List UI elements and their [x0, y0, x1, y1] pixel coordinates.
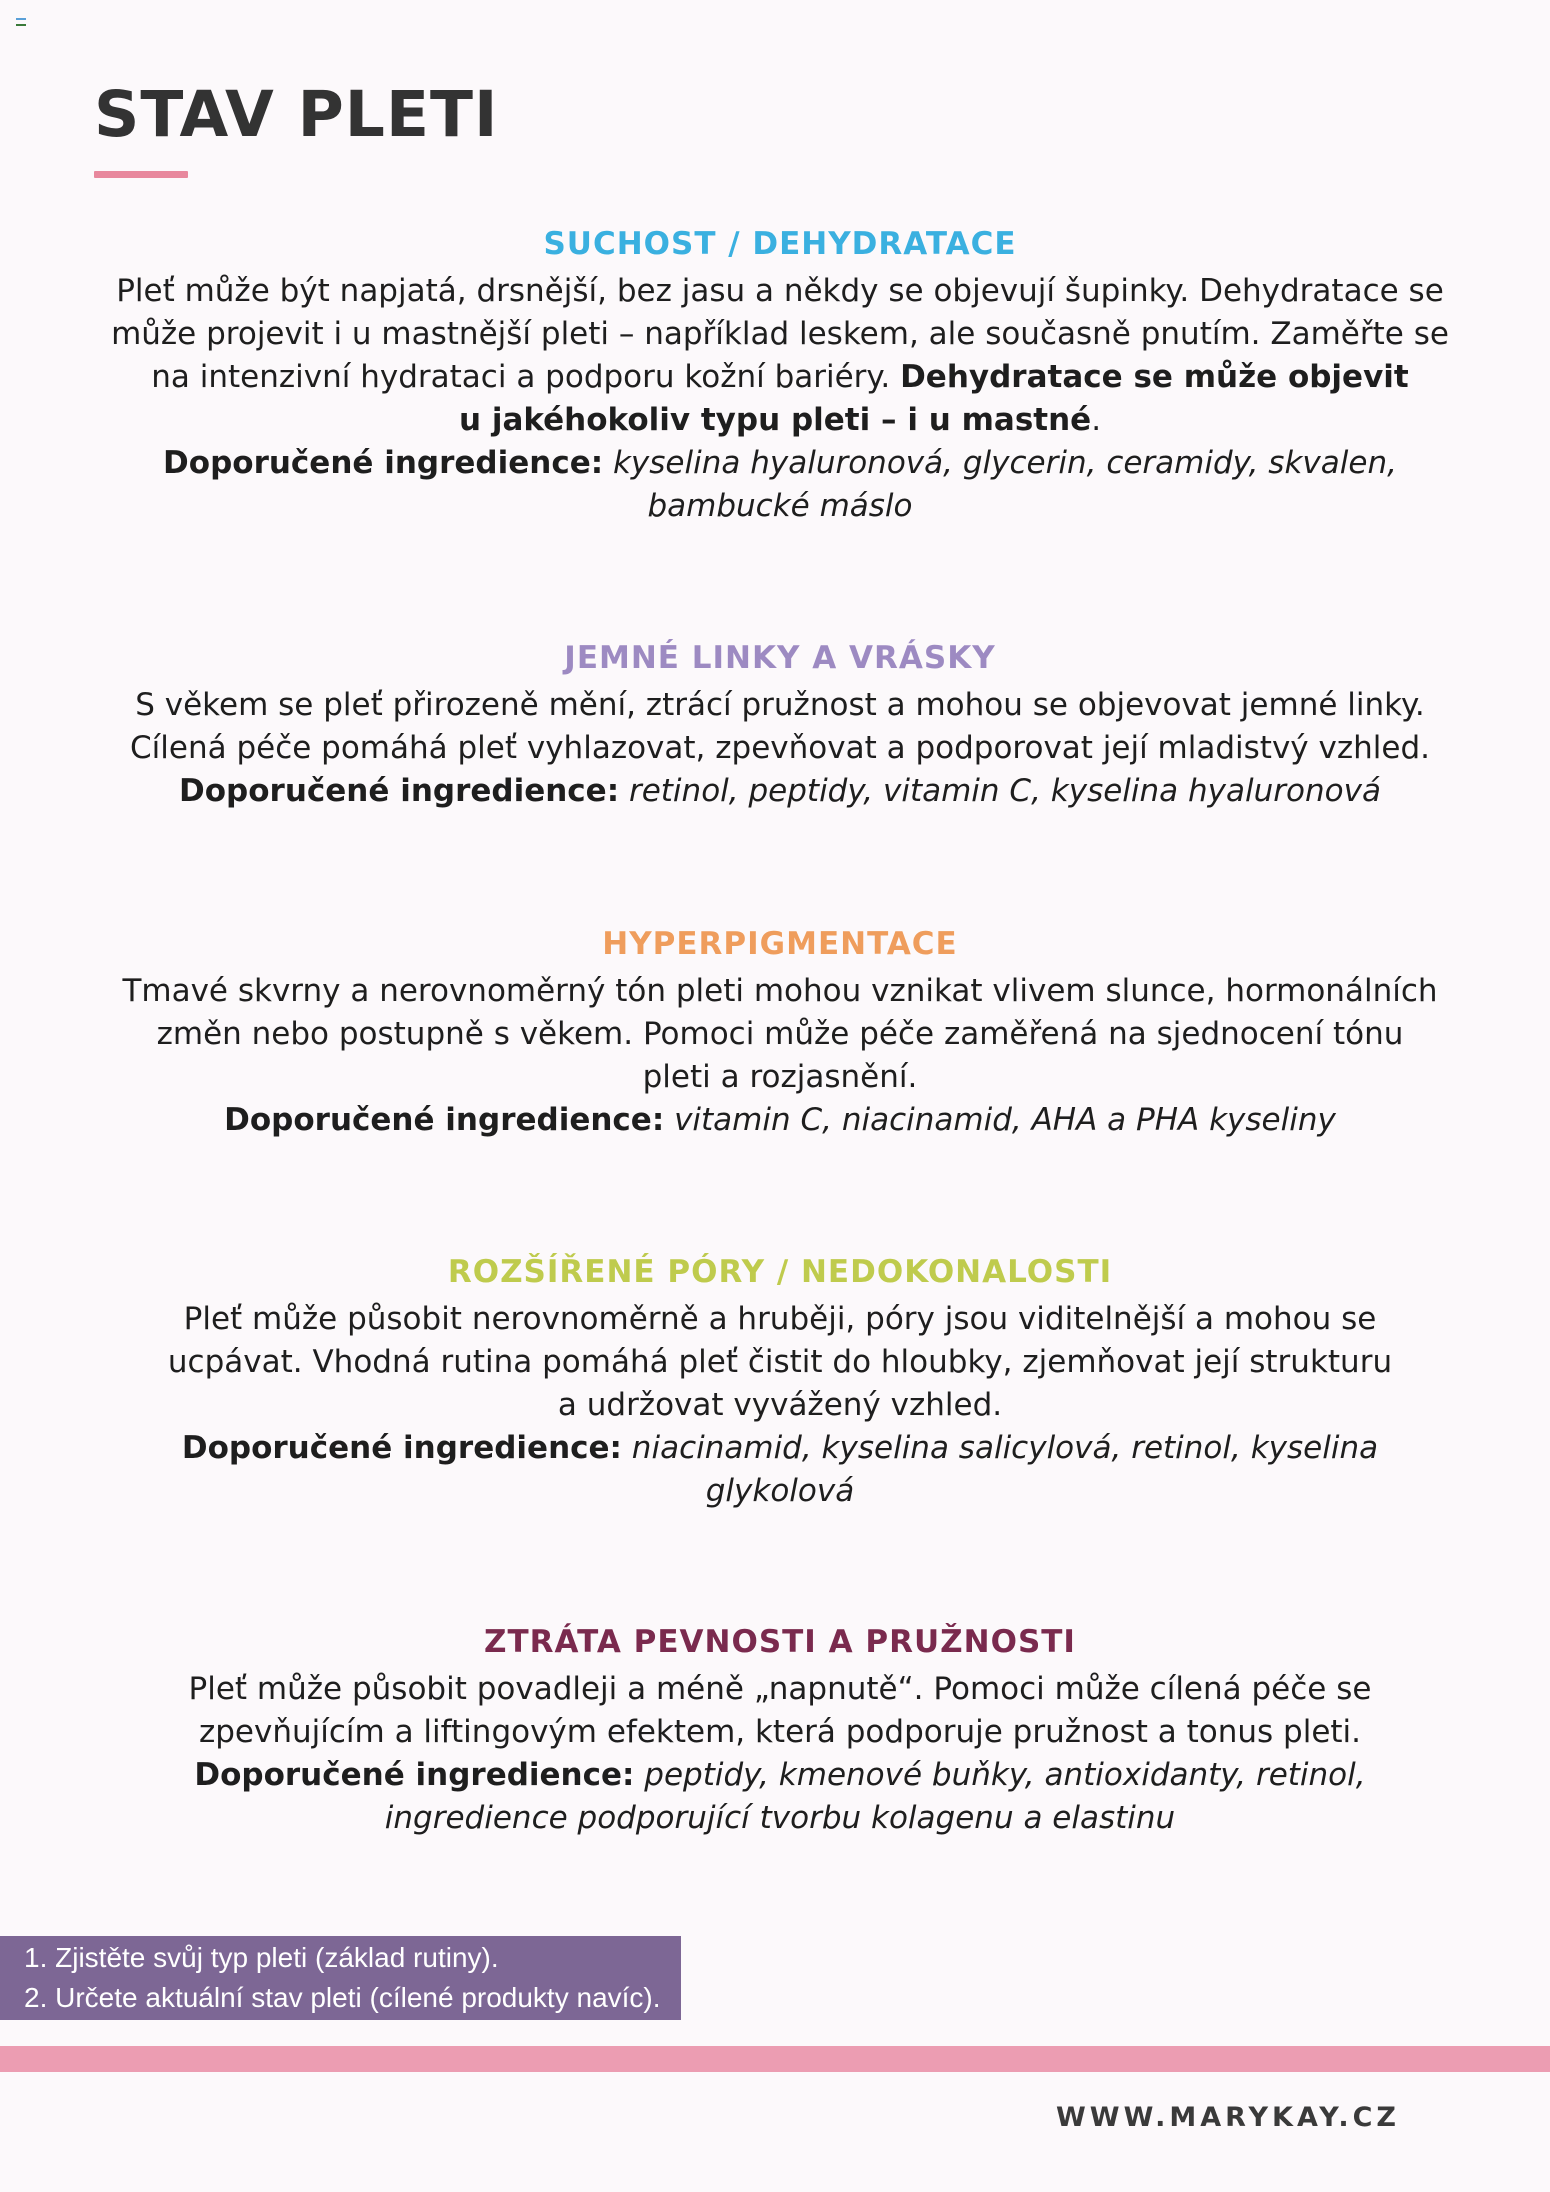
body-line	[100, 1056, 1460, 1099]
body-text: a udržovat vyvážený vzhled.	[557, 1387, 1003, 1423]
body-line	[100, 970, 1460, 1013]
ingredient-list: bambucké máslo	[647, 488, 913, 524]
ingredient-list: glykolová	[705, 1473, 855, 1509]
body-text: Tmavé skvrny a nerovnoměrný tón pleti mohou vznikat vlivem slunce, hormonálních	[122, 973, 1438, 1009]
steps-box	[0, 1936, 681, 2020]
body-text: Pleť může působit povadleji a méně „napnutě“. Pomoci může cílená péče se	[188, 1671, 1372, 1707]
body-text: Pleť může být napjatá, drsnější, bez jasu a někdy se objevují šupinky. Dehydratace se	[116, 273, 1444, 309]
body-line	[100, 1298, 1460, 1341]
section-body	[100, 270, 1460, 528]
body-line	[100, 270, 1460, 313]
body-text: pleti a rozjasnění.	[642, 1059, 918, 1095]
ingredient-list: ingredience podporující tvorbu kolagenu a elastinu	[384, 1800, 1176, 1836]
footer-bar	[0, 2046, 1550, 2072]
section-pores	[100, 1250, 1460, 1513]
ingredient-list: peptidy, kmenové buňky, antioxidanty, retinol,	[634, 1757, 1366, 1793]
section-firmness	[100, 1620, 1460, 1840]
body-text: .	[1091, 402, 1102, 438]
ingredient-list: kyselina hyaluronová, glycerin, ceramidy, skvalen,	[603, 445, 1397, 481]
body-text: zpevňujícím a liftingovým efektem, která podporuje pružnost a tonus pleti.	[198, 1714, 1362, 1750]
body-line	[100, 1711, 1460, 1754]
body-line	[100, 1797, 1460, 1840]
body-line	[100, 1470, 1460, 1513]
section-heading: SUCHOST / DEHYDRATACE	[543, 226, 1017, 262]
body-line	[100, 684, 1460, 727]
menu-icon	[16, 18, 26, 26]
body-text: Pleť může působit nerovnoměrně a hruběji, póry jsou viditelnější a mohou se	[183, 1301, 1377, 1337]
emphasis-text: Doporučené ingredience:	[179, 773, 620, 809]
body-text: na intenzivní hydrataci a podporu kožní bariéry.	[151, 359, 901, 395]
body-text: může projevit i u mastnější pleti – například leskem, ale současně pnutím. Zaměřte se	[111, 316, 1449, 352]
body-line	[100, 1427, 1460, 1470]
section-body	[100, 970, 1460, 1142]
body-line	[100, 313, 1460, 356]
body-line	[100, 1384, 1460, 1427]
section-heading: JEMNÉ LINKY A VRÁSKY	[564, 640, 996, 676]
body-line	[100, 356, 1460, 399]
body-line	[100, 1668, 1460, 1711]
body-text: změn nebo postupně s věkem. Pomoci může péče zaměřená na sjednocení tónu	[156, 1016, 1404, 1052]
section-heading: ZTRÁTA PEVNOSTI A PRUŽNOSTI	[484, 1624, 1076, 1660]
emphasis-text: Dehydratace se může objevit	[900, 359, 1409, 395]
ingredient-list: retinol, peptidy, vitamin C, kyselina hyaluronová	[619, 773, 1381, 809]
section-fine-lines	[100, 636, 1460, 813]
title-underline	[94, 171, 188, 178]
emphasis-text: Doporučené ingredience:	[181, 1430, 622, 1466]
body-line	[100, 727, 1460, 770]
step-item: 2. Určete aktuální stav pleti (cílené produkty navíc).	[24, 1982, 661, 2013]
section-body	[100, 1298, 1460, 1513]
page-title: STAV PLETI	[94, 78, 499, 151]
body-line	[100, 399, 1460, 442]
section-dryness	[100, 222, 1460, 528]
body-line	[100, 442, 1460, 485]
emphasis-text: u jakéhokoliv typu pleti – i u mastné	[458, 402, 1092, 438]
emphasis-text: Doporučené ingredience:	[194, 1757, 635, 1793]
emphasis-text: Doporučené ingredience:	[163, 445, 604, 481]
ingredient-list: vitamin C, niacinamid, AHA a PHA kyseliny	[664, 1102, 1336, 1138]
ingredient-list: niacinamid, kyselina salicylová, retinol, kyselina	[621, 1430, 1379, 1466]
footer-url[interactable]: WWW.MARYKAY.CZ	[1056, 2102, 1400, 2133]
body-line	[100, 1341, 1460, 1384]
section-body	[100, 684, 1460, 813]
body-line	[100, 770, 1460, 813]
body-text: Cílená péče pomáhá pleť vyhlazovat, zpevňovat a podporovat její mladistvý vzhled.	[130, 730, 1430, 766]
step-item: 1. Zjistěte svůj typ pleti (základ rutiny).	[24, 1942, 499, 1973]
section-hyperpigmentation	[100, 922, 1460, 1142]
body-line	[100, 1099, 1460, 1142]
body-line	[100, 1013, 1460, 1056]
body-text: S věkem se pleť přirozeně mění, ztrácí pružnost a mohou se objevovat jemné linky.	[135, 687, 1425, 723]
section-heading: HYPERPIGMENTACE	[602, 926, 958, 962]
section-heading: ROZŠÍŘENÉ PÓRY / NEDOKONALOSTI	[447, 1254, 1113, 1290]
emphasis-text: Doporučené ingredience:	[224, 1102, 665, 1138]
section-body	[100, 1668, 1460, 1840]
body-line	[100, 485, 1460, 528]
body-line	[100, 1754, 1460, 1797]
body-text: ucpávat. Vhodná rutina pomáhá pleť čistit do hloubky, zjemňovat její strukturu	[167, 1344, 1393, 1380]
